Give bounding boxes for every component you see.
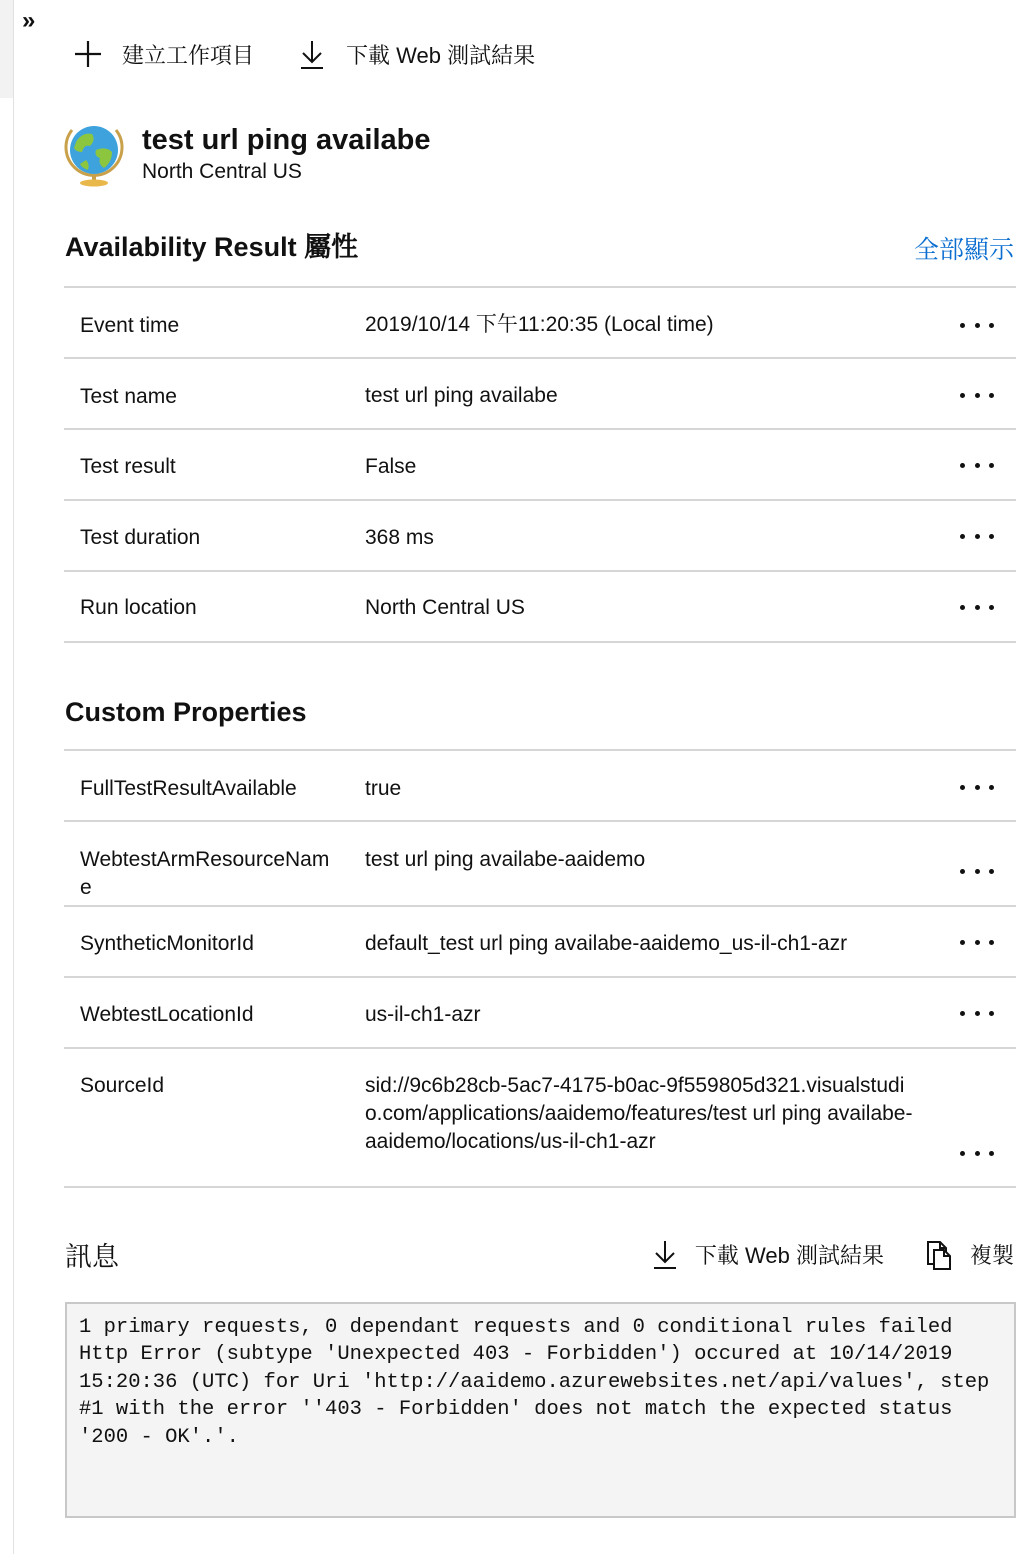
command-toolbar [72, 36, 577, 72]
table-row [64, 572, 1016, 643]
property-key: Event time [80, 314, 180, 337]
resource-text [142, 120, 430, 186]
more-options-icon[interactable] [960, 381, 994, 409]
message-download-button[interactable] [649, 1238, 884, 1270]
property-value: default_test url ping availabe-aaidemo_us-il-ch1-azr [365, 932, 848, 955]
download-web-test-results-button[interactable] [296, 38, 535, 70]
property-value: False [365, 455, 417, 478]
download-icon [649, 1238, 681, 1270]
table-row [64, 751, 1016, 822]
copy-button[interactable] [924, 1238, 1014, 1270]
property-value: sid://9c6b28cb-5ac7-4175-b0ac-9f559805d321.visualstudio.com/applications/aaidemo/features/test url ping availabe-aaidemo/locations/us-il-ch1-azr [365, 1074, 913, 1153]
property-value: true [365, 777, 402, 800]
expand-chevrons-icon[interactable]: » [22, 7, 36, 34]
resource-header [62, 120, 430, 188]
show-all-link[interactable]: 全部顯示 [913, 236, 1014, 264]
custom-properties-table [64, 749, 1016, 1188]
property-key: SyntheticMonitorId [80, 932, 254, 955]
more-options-icon[interactable] [960, 857, 994, 885]
download-icon [296, 38, 328, 70]
property-value: test url ping availabe-aaidemo [365, 848, 646, 871]
property-value: North Central US [365, 596, 525, 619]
table-row [64, 501, 1016, 572]
message-section-title: 訊息 [65, 1242, 119, 1272]
copy-label: 複製 [969, 1242, 1014, 1268]
property-key: FullTestResultAvailable [80, 777, 297, 800]
availability-section-title: Availability Result 屬性 [65, 232, 359, 262]
more-options-icon[interactable] [960, 451, 994, 479]
more-options-icon[interactable] [960, 522, 994, 550]
globe-icon [62, 120, 126, 188]
property-key: Test name [80, 385, 177, 408]
copy-icon [924, 1238, 956, 1270]
property-key: SourceId [80, 1074, 165, 1097]
property-value: 2019/10/14 下午11:20:35 (Local time) [365, 313, 714, 336]
resource-location: North Central US [142, 160, 302, 183]
property-key: WebtestLocationId [80, 1003, 254, 1026]
more-options-icon[interactable] [960, 593, 994, 621]
property-value: 368 ms [365, 526, 434, 549]
table-row [64, 430, 1016, 501]
download-web-test-results-label: 下載 Web 測試結果 [346, 42, 536, 68]
message-download-label: 下載 Web 測試結果 [694, 1242, 884, 1268]
table-row [64, 1049, 1016, 1188]
property-key: Test duration [80, 526, 201, 549]
table-row [64, 822, 1016, 907]
more-options-icon[interactable] [960, 311, 994, 339]
property-value: us-il-ch1-azr [365, 1003, 481, 1026]
table-row [64, 288, 1016, 359]
more-options-icon[interactable] [960, 928, 994, 956]
table-row [64, 359, 1016, 430]
property-key: WebtestArmResourceName [80, 848, 330, 899]
more-options-icon[interactable] [960, 773, 994, 801]
message-actions [609, 1238, 1014, 1270]
left-rail-shade [0, 0, 13, 98]
table-row [64, 907, 1016, 978]
left-rail [0, 0, 14, 1554]
plus-icon [72, 38, 104, 70]
property-value: test url ping availabe [365, 384, 558, 407]
create-work-item-button[interactable] [72, 38, 254, 70]
more-options-icon[interactable] [960, 1139, 994, 1167]
property-key: Run location [80, 596, 197, 619]
custom-properties-section-title: Custom Properties [65, 697, 307, 727]
resource-name: test url ping availabe [142, 124, 431, 156]
message-text: 1 primary requests, 0 dependant requests and 0 conditional rules failed Http Error (subtype 'Unexpected 403 - Forbidden') occured at 10/14/2019 15:20:36 (UTC) for Uri 'http://aaidemo.azurewebsites.net/api/values', step #1 with the error ''403 - Forbidden' does not match the expected status '200 - OK'.'. [65, 1302, 1016, 1518]
availability-properties-table [64, 286, 1016, 643]
table-row [64, 978, 1016, 1049]
property-key: Test result [80, 455, 176, 478]
create-work-item-label: 建立工作項目 [122, 42, 255, 68]
more-options-icon[interactable] [960, 999, 994, 1027]
